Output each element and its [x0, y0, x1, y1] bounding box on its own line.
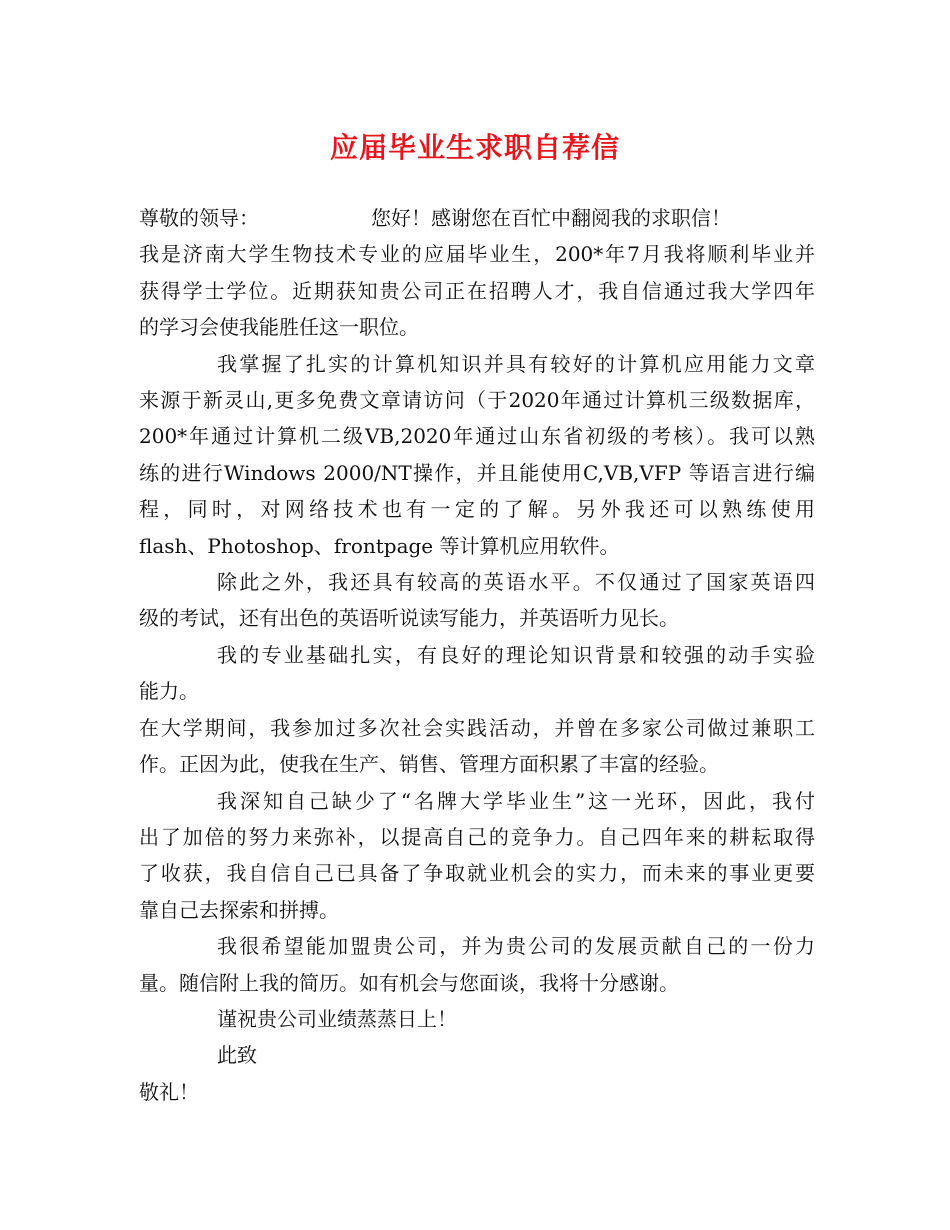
paragraph-line: 能力。 [139, 679, 199, 704]
paragraph [139, 710, 815, 783]
paragraph-line: 我深知自己缺少了“名牌大学毕业生”这一光环，因此，我付 [217, 788, 815, 813]
paragraph-line: 在大学期间，我参加过多次社会实践活动，并曾在多家公司做过兼职工 [139, 715, 815, 740]
paragraph [139, 346, 815, 564]
paragraph-line: 我是济南大学生物技术专业的应届毕业生，200*年7月我将顺利毕业并 [139, 242, 815, 267]
paragraph [139, 1001, 815, 1037]
paragraph-line: 来源于新灵山,更多免费文章请访问（于2020年通过计算机三级数据库， [139, 388, 815, 413]
paragraph-line: 200*年通过计算机二级VB,2020年通过山东省初级的考核）。我可以熟 [139, 424, 815, 449]
document-body [139, 200, 815, 1110]
paragraph-line: 量。随信附上我的简历。如有机会与您面谈，我将十分感谢。 [139, 970, 679, 995]
paragraph-line: 级的考试，还有出色的英语听说读写能力，并英语听力见长。 [139, 606, 679, 631]
paragraph [139, 783, 815, 929]
paragraph [139, 1037, 815, 1073]
paragraph-line: 靠自己去探索和拼搏。 [139, 897, 339, 922]
paragraph-line: 了收获，我自信自己已具备了争取就业机会的实力，而未来的事业更要 [139, 861, 815, 886]
document-title: 应届毕业生求职自荐信 [329, 131, 620, 164]
paragraph-line: 我很希望能加盟贵公司，并为贵公司的发展贡献自己的一份力 [217, 934, 815, 959]
paragraph-line: 练的进行Windows 2000/NT操作，并且能使用C,VB,VFP 等语言进行编 [139, 460, 815, 485]
paragraph-line: 我掌握了扎实的计算机知识并具有较好的计算机应用能力文章 [217, 351, 815, 376]
paragraph-line: 的学习会使我能胜任这一职位。 [139, 315, 419, 340]
paragraph-line: 获得学士学位。近期获知贵公司正在招聘人才，我自信通过我大学四年 [139, 278, 815, 303]
paragraph-line: flash、Photoshop、frontpage 等计算机应用软件。 [139, 533, 620, 558]
paragraph-line: 出了加倍的努力来弥补，以提高自己的竞争力。自己四年来的耕耘取得 [139, 824, 815, 849]
paragraph [139, 637, 815, 710]
paragraph [139, 236, 815, 345]
paragraph-line: 此致 [217, 1043, 257, 1068]
salutation-line [139, 200, 815, 236]
salutation: 尊敬的领导： [139, 206, 259, 230]
paragraph-line: 谨祝贵公司业绩蒸蒸日上！ [217, 1006, 457, 1031]
paragraph-line: 程，同时，对网络技术也有一定的了解。另外我还可以熟练使用 [139, 497, 815, 522]
paragraph-line: 作。正因为此，使我在生产、销售、管理方面积累了丰富的经验。 [139, 752, 719, 777]
paragraph-line: 我的专业基础扎实，有良好的理论知识背景和较强的动手实验 [217, 642, 815, 667]
paragraph [139, 564, 815, 637]
paragraph-line: 敬礼！ [139, 1079, 199, 1104]
paragraph [139, 1074, 815, 1110]
paragraph-line: 除此之外，我还具有较高的英语水平。不仅通过了国家英语四 [217, 570, 815, 595]
greeting: 您好！感谢您在百忙中翻阅我的求职信！ [371, 206, 731, 230]
paragraph [139, 928, 815, 1001]
paragraphs [139, 236, 815, 1110]
